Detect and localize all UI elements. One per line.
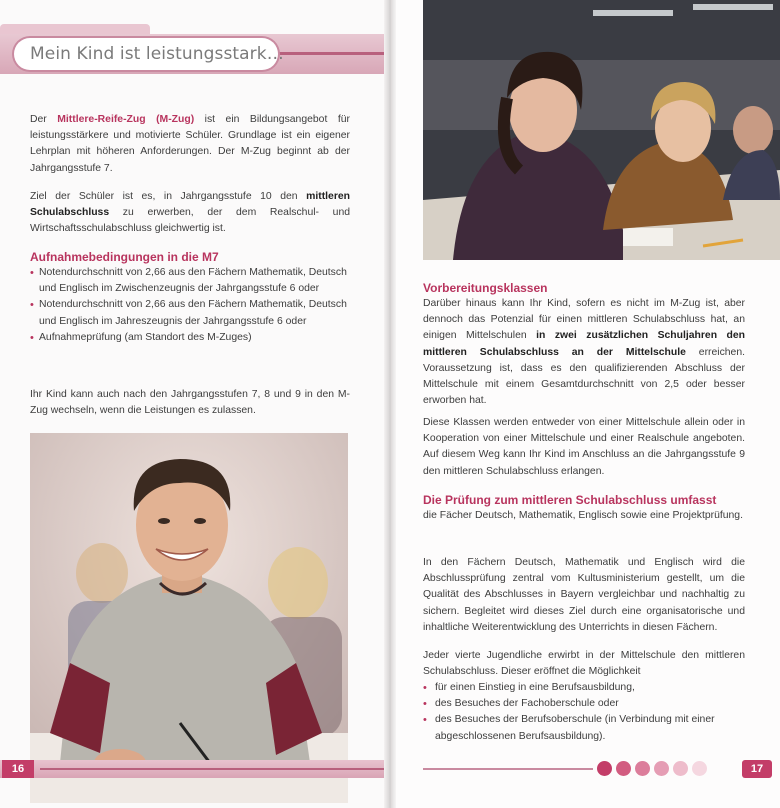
intro-highlight: Mittlere-Reife-Zug (M-Zug) (57, 114, 195, 125)
admission-heading: Aufnahmebedingungen in die M7 (30, 250, 219, 264)
intro-paragraph (30, 112, 350, 177)
classroom-photo-illustration (423, 0, 780, 260)
bullet-icon: • (30, 299, 34, 312)
footer-rule-right (423, 768, 593, 770)
list-item: • für einen Einstieg in eine Berufsausbildung, (423, 680, 753, 696)
footer-rule-left (40, 768, 384, 770)
page-number-right: 17 (742, 760, 772, 778)
intro-text-1: Der (30, 114, 58, 125)
fourth-paragraph: Jeder vierte Jugendliche erwirbt in der Mittelschule den mittleren Schulabschluss. Dieser eröffnet die Möglichkeit (423, 650, 745, 678)
student-photo-illustration (30, 433, 348, 803)
bullet-icon: • (30, 267, 34, 279)
bullet-icon: • (423, 714, 427, 727)
admission-list (30, 265, 360, 346)
list-item: • Notendurchschnitt von 2,66 aus den Fächern Mathematik, Deutsch und Englisch im Jahreszeugnis der Jahrgangsstufe 6 oder (30, 299, 347, 327)
central-exam-paragraph: In den Fächern Deutsch, Mathematik und Englisch wird die Abschlussprüfung zentral vom Kultusministerium gestellt, um die Qualität des Abschlusses in Bayern vergleichbar und nachhaltig zu sichern. Begleitet wird dieses Ziel durch eine organisatorische und inhaltliche Weiterentwicklung des Unterrichts in diesen Fächern. (423, 557, 745, 633)
dot-icon (616, 761, 631, 776)
page-gutter (384, 0, 396, 808)
bullet-icon: • (423, 682, 427, 694)
bullet-icon: • (423, 698, 427, 711)
header-band-tab (0, 24, 150, 34)
intro-text-2: ist ein Bildungsangebot für leistungsstärkere und motivierte Schüler. Grundlage ist ein eigener Lehrplan mit höheren Anforderungen. Der M-Zug beginnt ab der Jahrgangsstufe 7. (30, 114, 350, 174)
bullet-icon: • (30, 331, 34, 344)
prep-text-2: erreichen. Voraussetzung ist, dass es den qualifizierenden Abschluss der Mittelschule mit einem Gesamtdurchschnitt von 2,5 oder besser erworben hat. (423, 346, 746, 407)
prep-classes-heading: Vorbereitungsklassen (423, 281, 548, 295)
dot-icon (635, 761, 650, 776)
options-list (423, 680, 753, 745)
list-item: • Aufnahmeprüfung (am Standort des M-Zuges) (30, 330, 360, 346)
decorative-dots (597, 761, 707, 776)
student-photo (30, 433, 348, 803)
header-rule (278, 52, 384, 55)
goal-text-1: Ziel der Schüler ist es, in Jahrgangsstufe 10 den (30, 191, 307, 202)
page-number-left: 16 (2, 760, 34, 778)
dot-icon (654, 761, 669, 776)
goal-highlight: mittleren Schulabschluss (30, 191, 350, 219)
switch-paragraph: Ihr Kind kann auch nach den Jahrgangsstufen 7, 8 und 9 in den M-Zug wechseln, wenn die Leistungen es zulassen. (30, 389, 350, 417)
prep-paragraph (423, 296, 745, 409)
dot-icon (597, 761, 612, 776)
dot-icon (673, 761, 688, 776)
classroom-photo (423, 0, 780, 260)
exam-heading: Die Prüfung zum mittleren Schulabschluss umfasst (423, 493, 717, 507)
prep-text-1: Darüber hinaus kann Ihr Kind, sofern es nicht im M-Zug ist, aber dennoch das Potenzial für einen mittleren Schulabschluss hat, an einigen Mittelschulen (423, 298, 745, 342)
prep-highlight: in zwei zusätzlichen Schuljahren den mittleren Schulabschluss an der Mittelschule (423, 330, 745, 358)
classes-paragraph: Diese Klassen werden entweder von einer Mittelschule allein oder in Kooperation von einer Mittelschule und einer Realschule angeboten. Auf diesem Weg kann Ihr Kind im Anschluss an die Jahrgangsstufe 9 den mittleren Schulabschluss erlangen. (423, 417, 745, 477)
list-item: • des Besuches der Fachoberschule oder (423, 696, 753, 712)
page-title: Mein Kind ist leistungsstark… (30, 44, 284, 64)
list-item: • Notendurchschnitt von 2,66 aus den Fächern Mathematik, Deutsch und Englisch im Zwischenzeugnis der Jahrgangsstufe 6 oder (30, 267, 347, 295)
goal-text-2: zu erwerben, der dem Realschul- und Wirtschaftsschulabschluss gleichwertig ist. (30, 207, 350, 235)
header-pill (14, 38, 284, 70)
goal-paragraph (30, 189, 350, 238)
list-item: • des Besuches der Berufsoberschule (in Verbindung mit einer abgeschlossenen Berufsausbildung). (423, 714, 715, 742)
exam-paragraph: die Fächer Deutsch, Mathematik, Englisch sowie eine Projektprüfung. (423, 510, 743, 521)
dot-icon (692, 761, 707, 776)
